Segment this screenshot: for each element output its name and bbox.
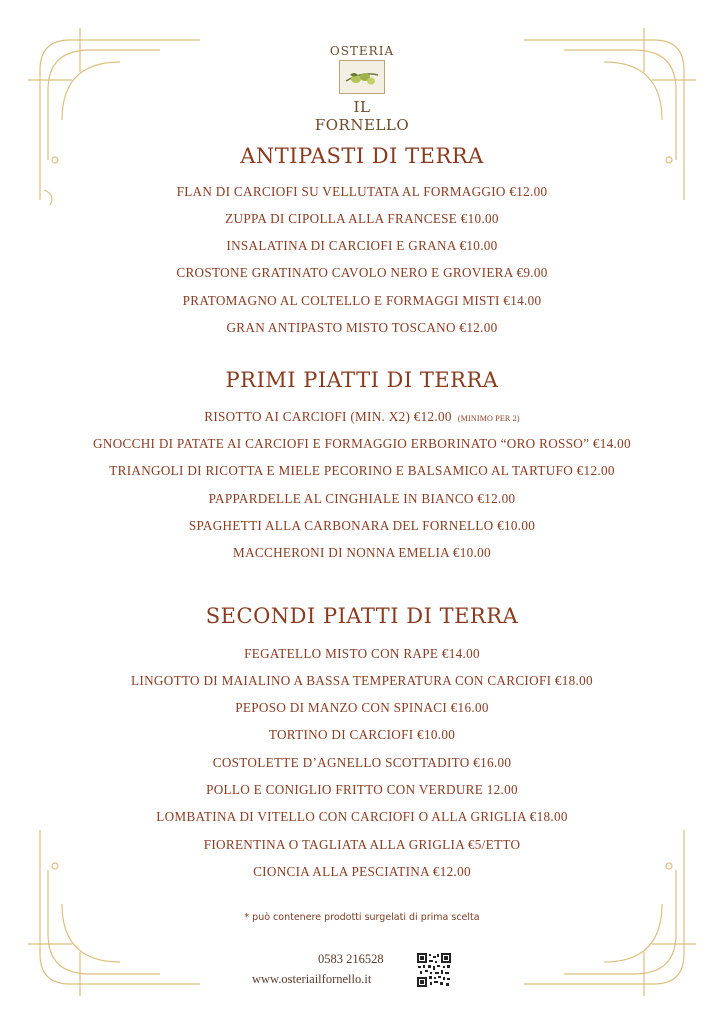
section-title-secondi: SECONDI PIATTI DI TERRA — [205, 604, 519, 628]
menu-item — [0, 409, 724, 425]
menu-item: TRIANGOLI DI RICOTTA E MIELE PECORINO E BALSAMICO AL TARTUFO €12.00 — [109, 463, 615, 478]
menu-item: GNOCCHI DI PATATE AI CARCIOFI E FORMAGGIO ERBORINATO “ORO ROSSO” €14.00 — [93, 436, 631, 451]
menu-item: SPAGHETTI ALLA CARBONARA DEL FORNELLO €10.00 — [188, 518, 536, 533]
menu-item: CROSTONE GRATINATO CAVOLO NERO E GROVIERA €9.00 — [176, 265, 548, 280]
phone-number: 0583 216528 — [318, 952, 384, 966]
section-title-antipasti: ANTIPASTI DI TERRA — [240, 144, 484, 168]
logo-bottom-text: IL FORNELLO — [314, 98, 410, 134]
frozen-products-note: * può contenere prodotti surgelati di prima scelta — [244, 912, 480, 923]
logo-top-text: OSTERIA — [329, 44, 395, 58]
menu-item-text: RISOTTO AI CARCIOFI (MIN. X2) €12.00 — [204, 409, 452, 424]
section-antipasti — [0, 144, 724, 168]
menu-item: CIONCIA ALLA PESCIATINA €12.00 — [253, 864, 471, 879]
menu-item: MACCHERONI DI NONNA EMELIA €10.00 — [233, 545, 491, 560]
menu-item: FLAN DI CARCIOFI SU VELLUTATA AL FORMAGGIO €12.00 — [176, 184, 548, 199]
menu-item: INSALATINA DI CARCIOFI E GRANA €10.00 — [226, 238, 498, 253]
menu-item: ZUPPA DI CIPOLLA ALLA FRANCESE €10.00 — [225, 211, 499, 226]
olive-branch-icon — [339, 60, 385, 94]
menu-item: POLLO E CONIGLIO FRITTO CON VERDURE 12.00 — [206, 782, 518, 797]
menu-item: LOMBATINA DI VITELLO CON CARCIOFI O ALLA GRIGLIA €18.00 — [156, 809, 568, 824]
section-secondi — [0, 604, 724, 628]
menu-item: GRAN ANTIPASTO MISTO TOSCANO €12.00 — [226, 320, 498, 335]
section-title-primi: PRIMI PIATTI DI TERRA — [225, 368, 499, 392]
menu-item: TORTINO DI CARCIOFI €10.00 — [268, 727, 456, 742]
restaurant-logo — [312, 44, 412, 134]
menu-item: COSTOLETTE D’AGNELLO SCOTTADITO €16.00 — [212, 755, 512, 770]
qr-code-icon[interactable] — [416, 952, 452, 988]
menu-item: FIORENTINA O TAGLIATA ALLA GRIGLIA €5/ETTO — [203, 837, 521, 852]
menu-item: FEGATELLO MISTO CON RAPE €14.00 — [244, 646, 480, 661]
website-link[interactable]: www.osteriailfornello.it — [252, 972, 372, 986]
menu-item: PAPPARDELLE AL CINGHIALE IN BIANCO €12.00 — [208, 491, 516, 506]
menu-item: LINGOTTO DI MAIALINO A BASSA TEMPERATURA CON CARCIOFI €18.00 — [131, 673, 593, 688]
menu-item: PEPOSO DI MANZO CON SPINACI €16.00 — [235, 700, 489, 715]
menu-item-note: (MINIMO PER 2) — [457, 414, 520, 423]
menu-item: PRATOMAGNO AL COLTELLO E FORMAGGI MISTI €14.00 — [182, 293, 542, 308]
section-primi — [0, 368, 724, 392]
